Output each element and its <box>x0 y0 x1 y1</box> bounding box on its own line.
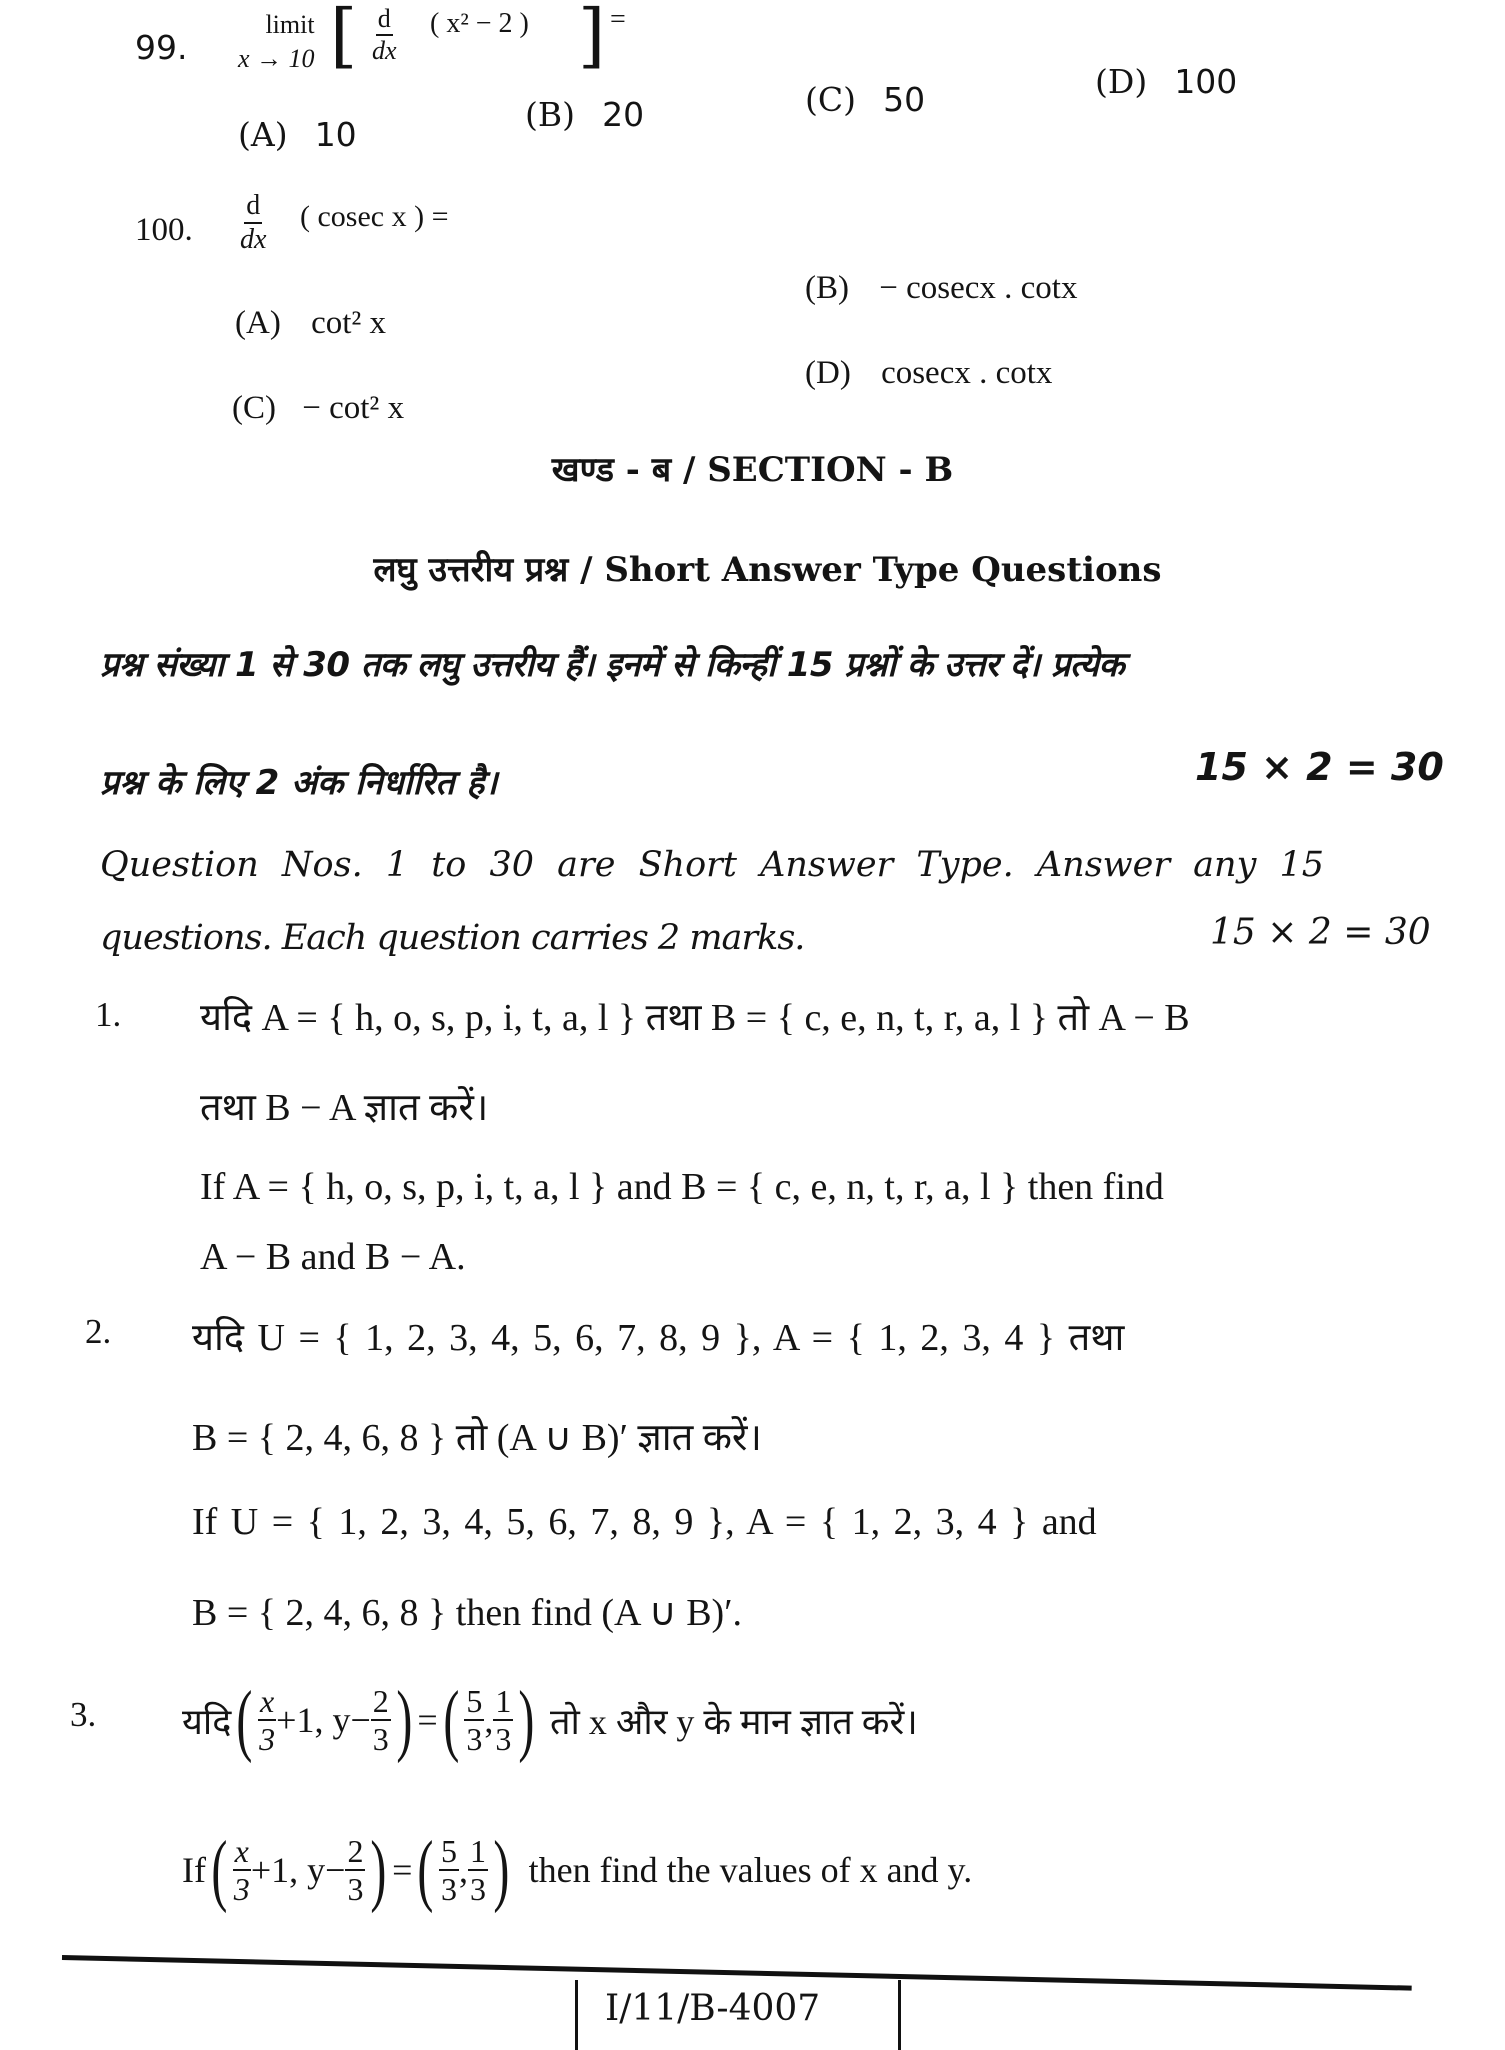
q99-option-c[interactable]: (C) 50 <box>805 80 926 119</box>
q1-english-line1: If A = { h, o, s, p, i, t, a, l } and B = { c, e, n, t, r, a, l } then find <box>200 1166 1164 1208</box>
limit-subscript: x → 10 <box>238 44 315 73</box>
q3-hindi-line: यदि ( $\frac{x}{3}$ +1, y− $\frac{2}{3}$ ) = ( $\frac{5}{3}$ , $\frac{1}{3}$ ) तो x और y के मान ज्ञात करें। <box>182 1676 918 1764</box>
q100-option-c[interactable]: (C) − cot² x <box>232 390 405 426</box>
limit-word: limit <box>265 10 315 39</box>
instructions-hindi-marks: 15 × 2 = 30 <box>1195 745 1444 789</box>
q1-hindi-line2: तथा B − A ज्ञात करें। <box>200 1087 489 1129</box>
instructions-english-marks: 15 × 2 = 30 <box>1210 912 1431 953</box>
q100-option-a[interactable]: (A) cot² x <box>235 305 387 341</box>
q99-option-b[interactable]: (B) 20 <box>525 95 645 134</box>
q2-hindi-line1: यदि U = { 1, 2, 3, 4, 5, 6, 7, 8, 9 }, A = { 1, 2, 3, 4 } तथा <box>192 1317 1125 1359</box>
q1-hindi-line1: यदि A = { h, o, s, p, i, t, a, l } तथा B = { c, e, n, t, r, a, l } तो A − B <box>200 997 1190 1039</box>
derivative-operator: $\frac{d}{dx}$ <box>240 190 267 255</box>
left-bracket: [ <box>330 0 358 76</box>
q100-expression: ( cosec x ) = <box>300 200 449 233</box>
footer-code: I/11/B-4007 <box>605 1988 821 2029</box>
instructions-hindi-line2: प्रश्न के लिए 2 अंक निर्धारित है। <box>100 763 498 803</box>
instructions-english-line1: Question Nos. 1 to 30 are Short Answer Type. Answer any 15 <box>100 845 1325 885</box>
instructions-hindi-line1: प्रश्न संख्या 1 से 30 तक लघु उत्तरीय हैं। इनमें से किन्हीं 15 प्रश्नों के उत्तर दें। प्रत्येक <box>100 645 1125 685</box>
q2-english-line1: If U = { 1, 2, 3, 4, 5, 6, 7, 8, 9 }, A = { 1, 2, 3, 4 } and <box>192 1501 1097 1543</box>
q99-expression: ( x² − 2 ) <box>430 8 529 39</box>
section-title: खण्ड - ब / SECTION - B <box>551 450 954 490</box>
question-number-2: 2. <box>85 1312 112 1351</box>
section-subtitle: लघु उत्तरीय प्रश्न / Short Answer Type Questions <box>373 550 1162 590</box>
equals-sign: = <box>610 4 626 35</box>
question-number-99: 99. <box>135 28 188 67</box>
instructions-english-line2: questions. Each question carries 2 marks. <box>100 918 805 958</box>
q3-english-line: If ( $\frac{x}{3}$ +1, y− $\frac{2}{3}$ ) = ( $\frac{5}{3}$ , $\frac{1}{3}$ ) then find the values of x and y. <box>182 1826 973 1914</box>
question-number-100: 100. <box>135 212 193 248</box>
q99-option-a[interactable]: (A) 10 <box>238 115 357 154</box>
q1-english-line2: A − B and B − A. <box>200 1236 466 1278</box>
q100-option-b[interactable]: (B) − cosecx . cotx <box>805 270 1078 306</box>
q100-option-d[interactable]: (D) cosecx . cotx <box>805 355 1053 391</box>
right-bracket: ] <box>578 0 606 76</box>
q99-option-d[interactable]: (D) 100 <box>1095 62 1238 101</box>
question-number-1: 1. <box>95 995 122 1034</box>
q2-hindi-line2: B = { 2, 4, 6, 8 } तो (A ∪ B)′ ज्ञात करें। <box>192 1417 762 1459</box>
derivative-operator: $\frac{d}{dx}$ <box>372 4 397 65</box>
q2-english-line2: B = { 2, 4, 6, 8 } then find (A ∪ B)′. <box>192 1592 743 1634</box>
question-number-3: 3. <box>70 1695 97 1734</box>
